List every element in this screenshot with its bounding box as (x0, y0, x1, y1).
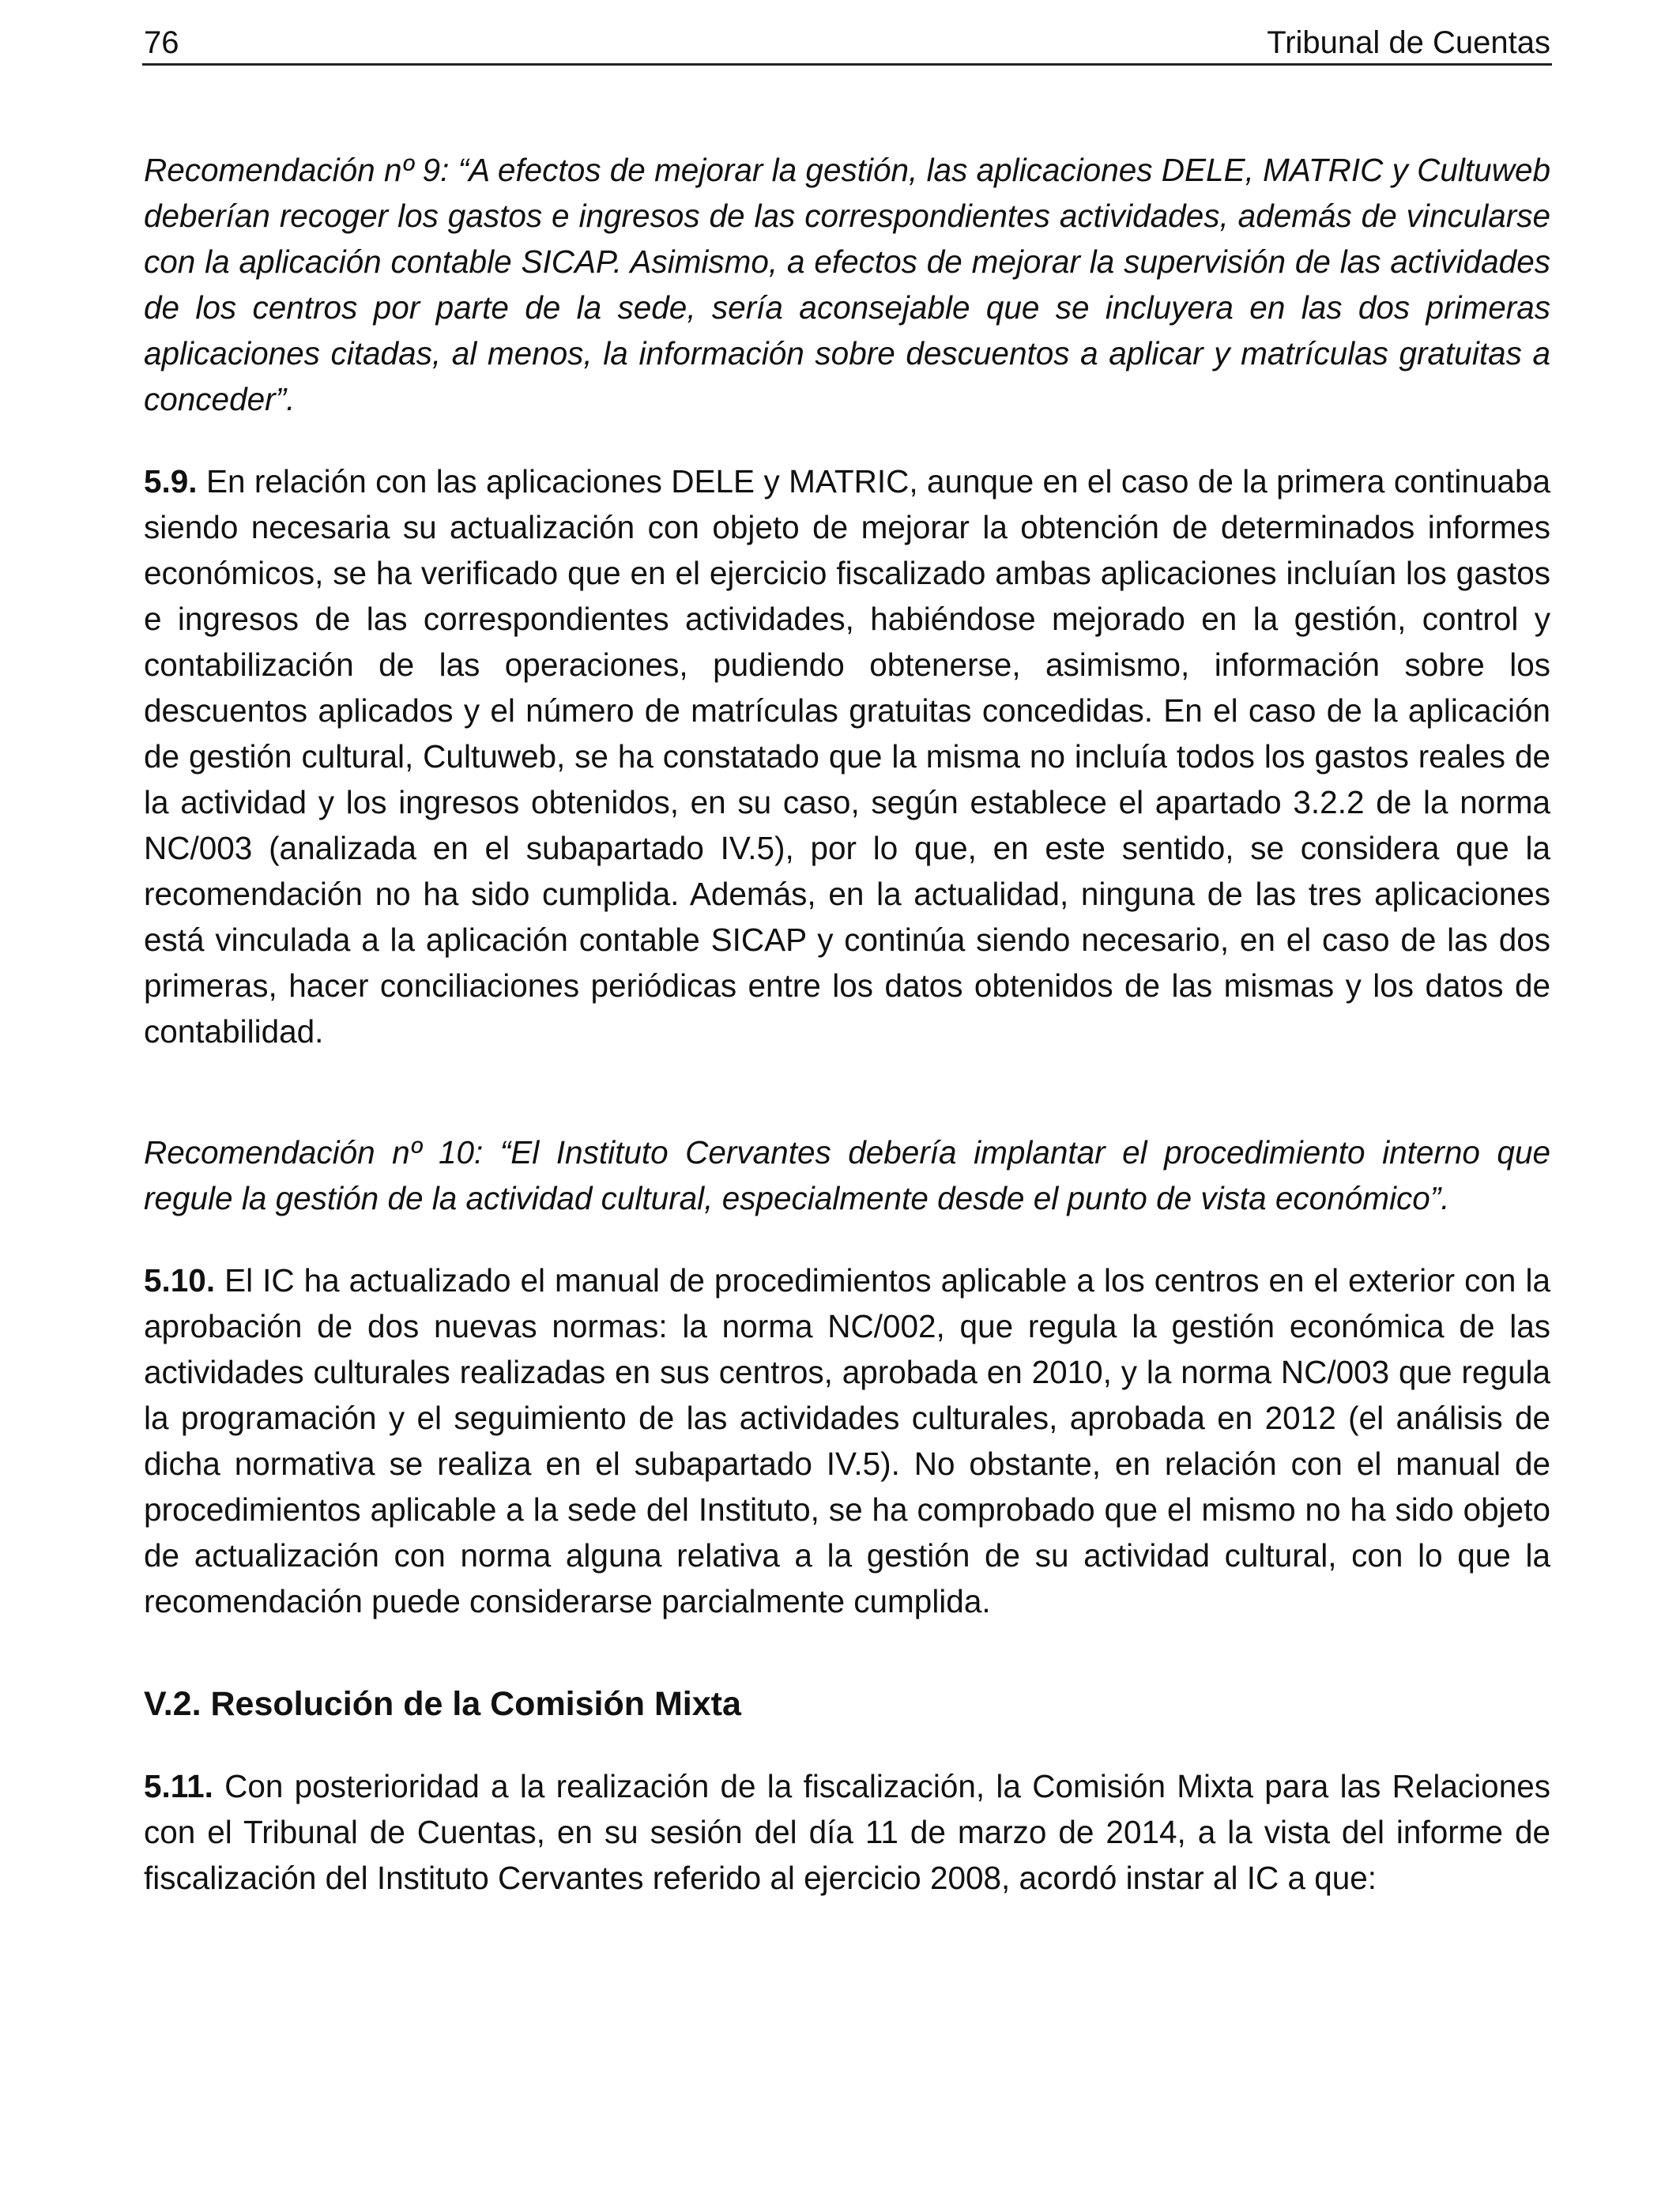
paragraph-number: 5.11. (144, 1768, 213, 1804)
paragraph-text: El IC ha actualizado el manual de procedimientos aplicable a los centros en el exterior con la aprobación de dos nuevas normas: la norma NC/002, que regula la gestión económica de las actividades culturales realizadas en sus centros, aprobada en 2010, y la norma NC/003 que regula la programación y el seguimiento de las actividades culturales, aprobada en 2012 (el análisis de dicha normativa se realiza en el subapartado IV.5). No obstante, en relación con el manual de procedimientos aplicable a la sede del Instituto, se ha comprobado que el mismo no ha sido objeto de actualización con norma alguna relativa a la gestión de su actividad cultural, con lo que la recomendación puede considerarse parcialmente cumplida. (144, 1262, 1550, 1619)
document-body (144, 147, 1550, 1901)
running-title: Tribunal de Cuentas (1267, 25, 1550, 60)
paragraph-5-10 (144, 1257, 1550, 1624)
paragraph-5-11 (144, 1763, 1550, 1901)
paragraph-text: En relación con las aplicaciones DELE y MATRIC, aunque en el caso de la primera continuaba siendo necesaria su actualización con objeto de mejorar la obtención de determinados informes económicos, se ha verificado que en el ejercicio fiscalizado ambas aplicaciones incluían los gastos e ingresos de las correspondientes actividades, habiéndose mejorado en la gestión, control y contabilización de las operaciones, pudiendo obtenerse, asimismo, información sobre los descuentos aplicados y el número de matrículas gratuitas concedidas. En el caso de la aplicación de gestión cultural, Cultuweb, se ha constatado que la misma no incluía todos los gastos reales de la actividad y los ingresos obtenidos, en su caso, según establece el apartado 3.2.2 de la norma NC/003 (analizada en el subapartado IV.5), por lo que, en este sentido, se considera que la recomendación no ha sido cumplida. Además, en la actualidad, ninguna de las tres aplicaciones está vinculada a la aplicación contable SICAP y continúa siendo necesario, en el caso de las dos primeras, hacer conciliaciones periódicas entre los datos obtenidos de las mismas y los datos de contabilidad. (144, 463, 1550, 1050)
paragraph-number: 5.10. (144, 1262, 216, 1299)
paragraph-5-9 (144, 458, 1550, 1054)
section-heading: V.2. Resolución de la Comisión Mixta (144, 1685, 741, 1723)
recommendation-10 (144, 1129, 1550, 1221)
page-header (142, 22, 1552, 66)
recommendation-9-text: Recomendación nº 9: “A efectos de mejorar la gestión, las aplicaciones DELE, MATRIC y Cultuweb deberían recoger los gastos e ingresos de las correspondientes actividades, además de vincularse con la aplicación contable SICAP. Asimismo, a efectos de mejorar la supervisión de las actividades de los centros por parte de la sede, sería aconsejable que se incluyera en las dos primeras aplicaciones citadas, al menos, la información sobre descuentos a aplicar y matrículas gratuitas a conceder”. (144, 152, 1550, 417)
page-number: 76 (144, 25, 179, 60)
paragraph-text: Con posterioridad a la realización de la fiscalización, la Comisión Mixta para las Relaciones con el Tribunal de Cuentas, en su sesión del día 11 de marzo de 2014, a la vista del informe de fiscalización del Instituto Cervantes referido al ejercicio 2008, acordó instar al IC a que: (144, 1768, 1550, 1896)
paragraph-number: 5.9. (144, 463, 198, 499)
recommendation-9 (144, 147, 1550, 422)
recommendation-10-text: Recomendación nº 10: “El Instituto Cervantes debería implantar el procedimiento interno que regule la gestión de la actividad cultural, especialmente desde el punto de vista económico”. (144, 1134, 1550, 1216)
